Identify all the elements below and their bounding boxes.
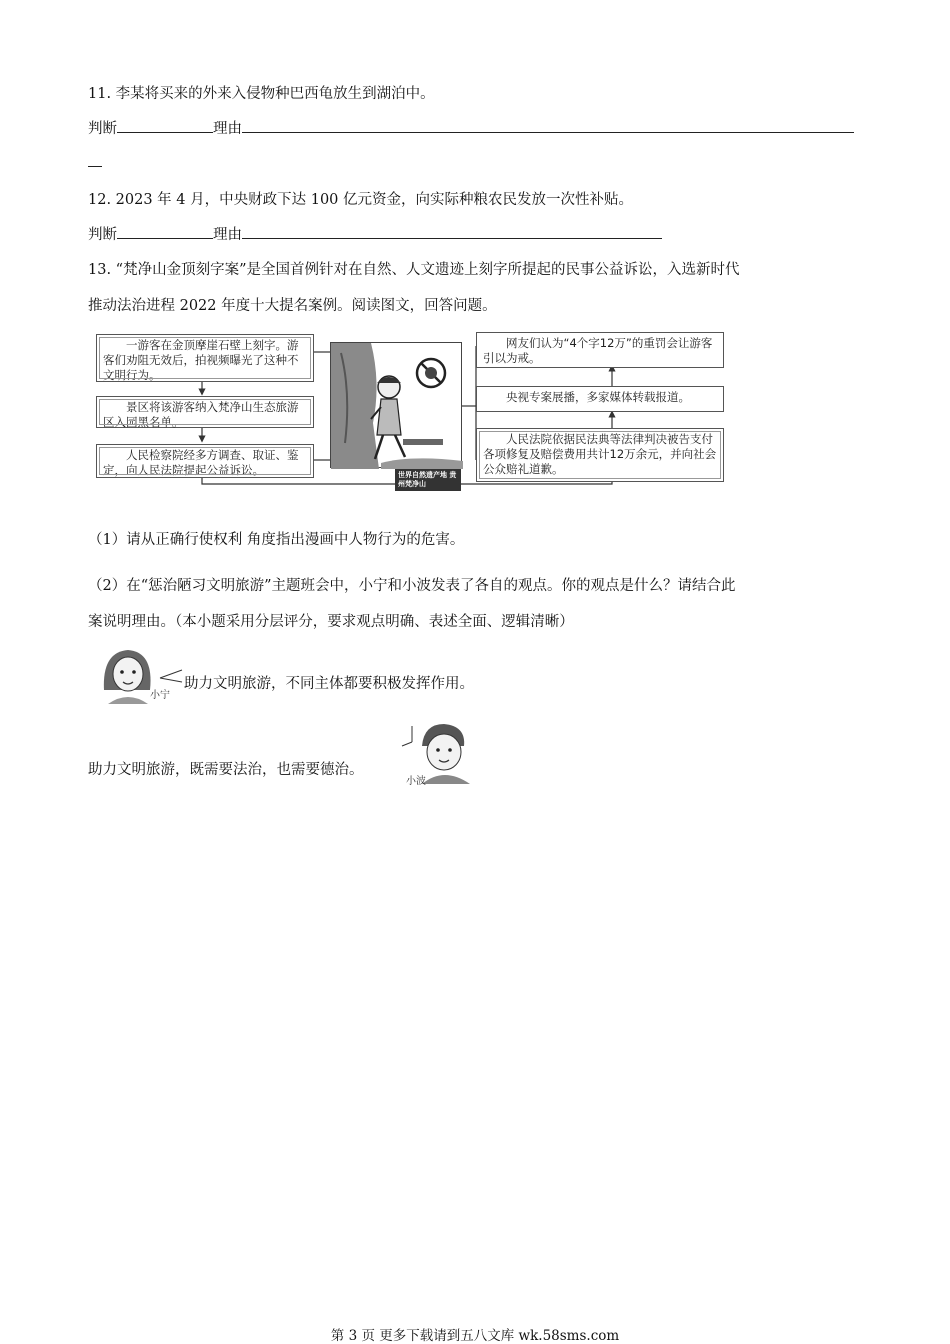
sub-question-2-line2: 案说明理由。（本小题采用分层评分，要求观点明确、表述全面、逻辑清晰） [88,614,574,630]
xiaoning-name: 小宁 [150,690,170,701]
question-11: 11. 李某将买来的外来入侵物种巴西龟放生到湖泊中。 [88,86,435,102]
question-13-line1: 13. “梵净山金顶刻字案”是全国首例针对在自然、人文遗迹上刻字所提起的民事公益诉讼，入选新时代 [88,262,740,278]
judge-blank[interactable] [117,224,213,239]
sub-question-1: （1）请从正确行使权利 角度指出漫画中人物行为的危害。 [88,532,465,548]
judge-label: 判断 [88,121,117,137]
judge-blank[interactable] [117,118,213,133]
page-footer: 第 3 页 更多下载请到五八文库 wk.58sms.com [330,1328,620,1344]
xiaoning-quote: 助力文明旅游，不同主体都要积极发挥作用。 [184,676,474,692]
xiaobo-name: 小波 [406,776,426,787]
reason-label: 理由 [213,121,242,137]
question-12-answer-line [88,224,662,245]
question-12: 12. 2023 年 4 月，中央财政下达 100 亿元资金，向实际种粮农民发放一次性补贴。 [88,192,634,208]
flow-step-left-1: 一游客在金顶摩崖石壁上刻字。游客们劝阻无效后，拍视频曝光了这种不文明行为。 [96,334,314,382]
cliff-rock [331,343,379,469]
xiaobo-quote: 助力文明旅游，既需要法治，也需要德治。 [88,762,364,778]
xiaoning-avatar [98,646,184,704]
case-flowchart [92,332,728,486]
reason-blank-continued[interactable] [88,152,102,173]
flow-step-right-2: 央视专案展播，多家媒体转载报道。 [476,386,724,412]
reason-blank[interactable] [242,224,662,239]
cartoon-sign: 世界自然遗产地 贵州梵净山 [395,469,461,491]
reason-blank[interactable] [242,118,854,133]
sub-question-2-line1: （2）在“惩治陋习文明旅游”主题班会中，小宁和小波发表了各自的观点。你的观点是什么？请结合此 [88,578,736,594]
judge-label: 判断 [88,227,117,243]
flow-step-right-1: 网友们认为“4个字12万”的重罚会让游客引以为戒。 [476,332,724,368]
tourist-body [377,399,401,435]
carving-cartoon [330,342,462,488]
reason-label: 理由 [213,227,242,243]
cartoon-illustration [331,343,463,469]
flow-step-right-3: 人民法院依据民法典等法律判决被告支付各项修复及赔偿费用共计12万余元，并向社会公众赔礼道歉。 [476,428,724,482]
flow-step-left-2: 景区将该游客纳入梵净山生态旅游区入园黑名单。 [96,396,314,428]
question-11-answer-line [88,118,854,139]
question-13-line2: 推动法治进程 2022 年度十大提名案例。阅读图文，回答问题。 [88,298,497,314]
flow-step-left-3: 人民检察院经多方调查、取证、鉴定，向人民法院提起公益诉讼。 [96,444,314,478]
